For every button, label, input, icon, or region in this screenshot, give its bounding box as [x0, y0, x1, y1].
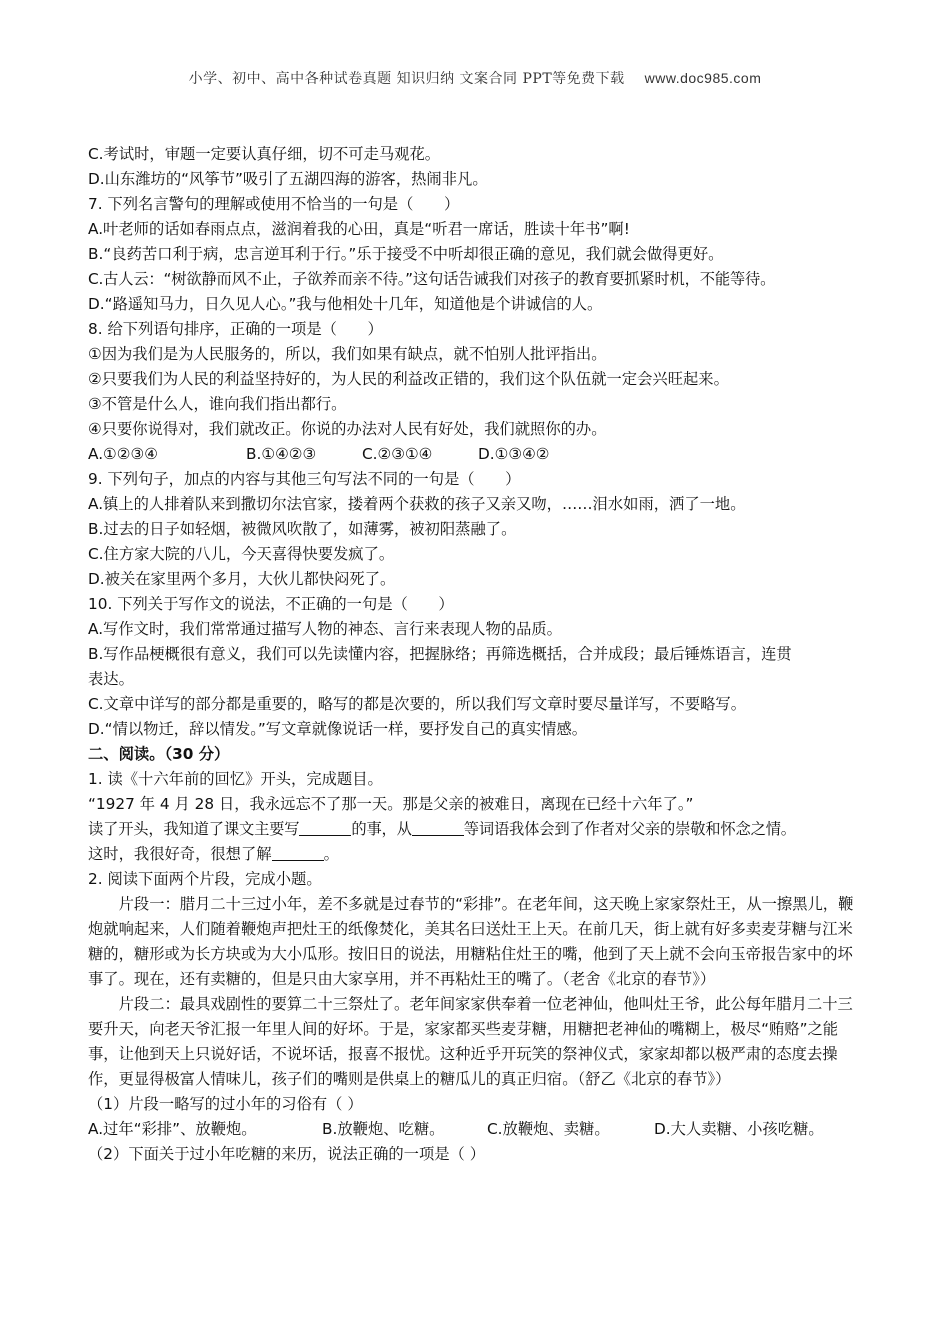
option-d: D.①③④②	[478, 445, 550, 463]
option-line: D.被关在家里两个多月，大伙儿都快闷死了。	[88, 570, 396, 588]
option-b: B.放鞭炮、吃糖。	[322, 1120, 445, 1138]
answer-blank[interactable]	[299, 819, 351, 836]
option-a: A.①②③④	[88, 445, 158, 463]
option-line: A.写作文时，我们常常通过描写人物的神态、言行来表现人物的品质。	[88, 620, 562, 638]
header-url[interactable]: www.doc985.com	[644, 70, 762, 86]
option-line: D.“路遥知马力，日久见人心。”我与他相处十几年，知道他是个讲诚信的人。	[88, 295, 603, 313]
option-line: D.“情以物迁，辞以情发。”写文章就像说话一样，要抒发自己的真实情感。	[88, 720, 588, 738]
option-line: 表达。	[88, 670, 134, 688]
sentence-line: ①因为我们是为人民服务的，所以，我们如果有缺点，就不怕别人批评指出。	[88, 345, 607, 363]
document-body	[88, 142, 868, 1167]
option-line: B.写作品梗概很有意义，我们可以先读懂内容，把握脉络；再筛选概括，合并成段；最后锤炼语言，连贯	[88, 645, 792, 663]
option-c: C.②③①④	[362, 445, 433, 463]
answer-blank[interactable]	[272, 844, 324, 861]
option-b: B.①④②③	[246, 445, 317, 463]
option-line: D.山东潍坊的“风筝节”吸引了五湖四海的游客，热闹非凡。	[88, 170, 488, 188]
section-heading: 二、阅读。（30 分）	[88, 745, 230, 763]
option-line: C.考试时，审题一定要认真仔细，切不可走马观花。	[88, 145, 441, 163]
question-7: 7. 下列名言警句的理解或使用不恰当的一句是（ ）	[88, 195, 460, 213]
question-10: 10. 下列关于写作文的说法，不正确的一句是（ ）	[88, 595, 454, 613]
reading-question-2: 2. 阅读下面两个片段，完成小题。	[88, 870, 322, 888]
question-9: 9. 下列句子，加点的内容与其他三句写法不同的一句是（ ）	[88, 470, 521, 488]
sentence-line: ③不管是什么人，谁向我们指出都行。	[88, 395, 347, 413]
option-line: B.“良药苦口利于病，忠言逆耳利于行。”乐于接受不中听却很正确的意见，我们就会做得更好。	[88, 245, 724, 263]
text-segment: 这时，我很好奇，很想了解	[88, 845, 272, 863]
option-d: D.大人卖糖、小孩吃糖。	[654, 1120, 824, 1138]
options-row	[88, 1117, 868, 1142]
sentence-line: ②只要我们为人民的利益坚持好的，为人民的利益改正错的，我们这个队伍就一定会兴旺起来。	[88, 370, 729, 388]
page-header	[0, 68, 950, 88]
option-a: A.过年“彩排”、放鞭炮。	[88, 1120, 257, 1138]
reading-question-1: 1. 读《十六年前的回忆》开头，完成题目。	[88, 770, 383, 788]
text-segment: 。	[323, 845, 339, 863]
text-segment: 的事，从	[351, 820, 412, 838]
question-8: 8. 给下列语句排序，正确的一项是（ ）	[88, 320, 383, 338]
options-row	[88, 442, 868, 467]
text-segment: 等词语我体会到了作者对父亲的崇敬和怀念之情。	[463, 820, 796, 838]
text-segment: 读了开头，我知道了课文主要写	[88, 820, 300, 838]
passage-fragment-2: 片段二：最具戏剧性的要算二十三祭灶了。老年间家家供奉着一位老神仙，他叫灶王爷，此公每年腊月二十三要升天，向老天爷汇报一年里人间的好坏。于是，家家都买些麦芽糖，用糖把老神仙的嘴糊上，极尽“贿赂”之能事，让他到天上只说好话，不说坏话，报喜不报忧。这种近乎开玩笑的祭神仪式，家家却都以极严肃的态度去操作，更显得极富人情味儿，孩子们的嘴则是供桌上的糖瓜儿的真正归宿。（舒乙《北京的春节》）	[88, 995, 853, 1088]
option-line: B.过去的日子如轻烟，被微风吹散了，如薄雾，被初阳蒸融了。	[88, 520, 517, 538]
answer-blank[interactable]	[412, 819, 464, 836]
sentence-line: ④只要你说得对，我们就改正。你说的办法对人民有好处，我们就照你的办。	[88, 420, 607, 438]
quote-line: “1927 年 4 月 28 日，我永远忘不了那一天。那是父亲的被难日，离现在已经十六年了。”	[88, 795, 694, 813]
fill-blank-line	[88, 817, 868, 842]
option-line: C.文章中详写的部分都是重要的，略写的都是次要的，所以我们写文章时要尽量详写，不要略写。	[88, 695, 747, 713]
passage-fragment-1: 片段一：腊月二十三过小年，差不多就是过春节的“彩排”。在老年间，这天晚上家家祭灶王，从一擦黑儿，鞭炮就响起来，人们随着鞭炮声把灶王的纸像焚化，美其名曰送灶王上天。在前几天，街上就有好多卖麦芽糖与江米糖的，糖形或为长方块或为大小瓜形。按旧日的说法，用糖粘住灶王的嘴，他到了天上就不会向玉帝报告家中的坏事了。现在，还有卖糖的，但是只由大家享用，并不再粘灶王的嘴了。（老舍《北京的春节》）	[88, 895, 854, 988]
option-line: A.叶老师的话如春雨点点，滋润着我的心田，真是“听君一席话，胜读十年书”啊!	[88, 220, 630, 238]
sub-question-1: （1）片段一略写的过小年的习俗有（ ）	[88, 1095, 363, 1113]
header-text: 小学、初中、高中各种试卷真题 知识归纳 文案合同 PPT等免费下载	[188, 71, 625, 87]
fill-blank-line	[88, 842, 868, 867]
option-c: C.放鞭炮、卖糖。	[487, 1120, 610, 1138]
option-line: C.住方家大院的八儿，今天喜得快要发疯了。	[88, 545, 395, 563]
option-line: C.古人云：“树欲静而风不止，子欲养而亲不待。”这句话告诫我们对孩子的教育要抓紧时机，不能等待。	[88, 270, 776, 288]
sub-question-2: （2）下面关于过小年吃糖的来历，说法正确的一项是（ ）	[88, 1145, 486, 1163]
option-line: A.镇上的人排着队来到撒切尔法官家，搂着两个获救的孩子又亲又吻，……泪水如雨，洒了一地。	[88, 495, 746, 513]
